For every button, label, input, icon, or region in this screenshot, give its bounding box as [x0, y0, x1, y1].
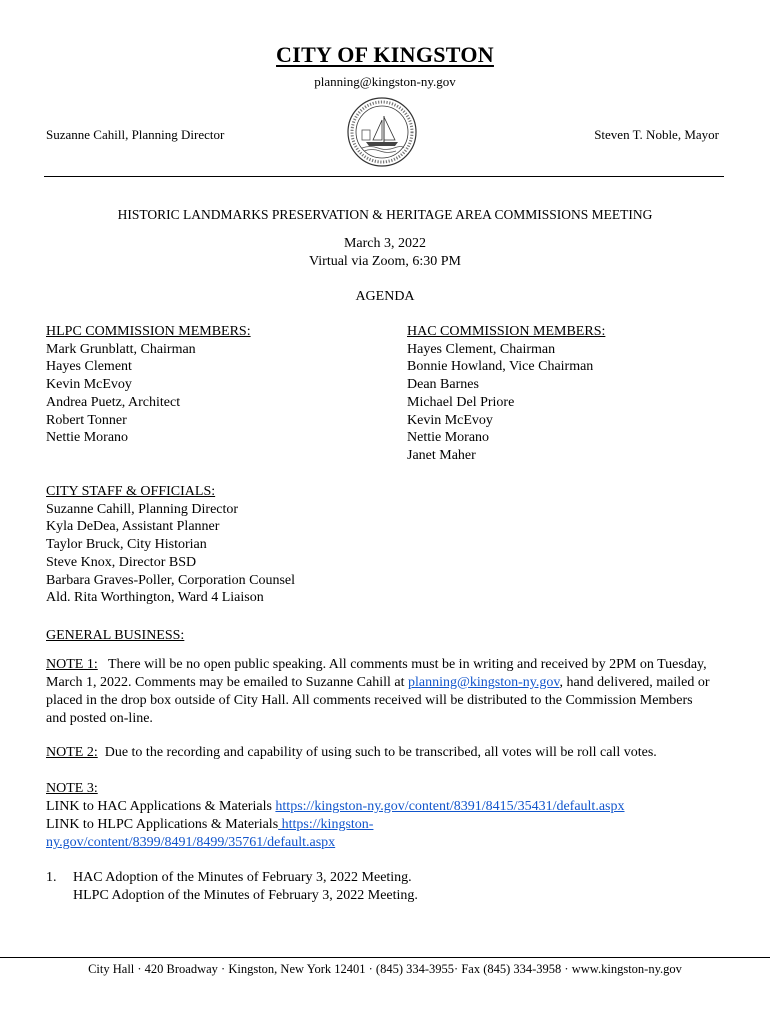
city-seal-icon	[346, 96, 418, 168]
hac-heading: HAC COMMISSION MEMBERS:	[407, 324, 606, 339]
member-name: Hayes Clement, Chairman	[407, 341, 556, 357]
header-divider	[44, 176, 724, 177]
note-2-text: Due to the recording and capability of using such to be transcribed, all votes will be roll call votes.	[104, 745, 657, 760]
agenda-heading: AGENDA	[355, 289, 415, 304]
item-line: HLPC Adoption of the Minutes of February 3, 2022 Meeting.	[73, 888, 418, 903]
item-number: 1.	[46, 870, 57, 885]
member-name: Nettie Morano	[407, 430, 490, 446]
note-3	[46, 780, 716, 852]
member-name: Nettie Morano	[46, 430, 129, 446]
member-name: Michael Del Priore	[407, 394, 515, 410]
staff-heading: CITY STAFF & OFFICIALS:	[46, 484, 216, 499]
note-1-label: NOTE 1:	[46, 657, 98, 672]
staff-name: Ald. Rita Worthington, Ward 4 Liaison	[46, 590, 264, 606]
member-name: Dean Barnes	[407, 377, 479, 393]
note-1-text-end: , hand delivered, mailed or placed in the drop box outside of City Hall. All comments received will be distributed to the Commission Members and posted on-line.	[46, 675, 710, 726]
planning-director: Suzanne Cahill, Planning Director	[46, 127, 225, 142]
member-name: Robert Tonner	[46, 412, 127, 428]
member-name: Andrea Puetz, Architect	[46, 394, 181, 410]
footer-address: City Hall · 420 Broadway · Kingston, New York 12401 · (845) 334-3955· Fax (845) 334-3958 · www.kingston-ny.gov	[88, 962, 682, 976]
staff-name: Taylor Bruck, City Historian	[46, 537, 207, 553]
hac-members	[407, 323, 605, 465]
mayor: Steven T. Noble, Mayor	[594, 127, 719, 142]
hlpc-members	[46, 323, 251, 447]
note-3-label: NOTE 3:	[46, 781, 98, 796]
city-title: CITY OF KINGSTON	[276, 42, 494, 67]
note-1	[46, 656, 716, 728]
hlpc-materials-link-cont[interactable]: ny.gov/content/8399/8491/8499/35761/default.aspx	[46, 835, 336, 850]
note-2-label: NOTE 2:	[46, 745, 98, 760]
note-1-text: There will be no open public speaking. All comments must be in writing and received by 2PM on Tuesday, March 1, 2022. Comments may be emailed to Suzanne Cahill at	[46, 657, 707, 690]
meeting-date: March 3, 2022	[343, 236, 427, 251]
hlpc-link-label: LINK to HLPC Applications & Materials	[46, 817, 279, 832]
hac-link-label: LINK to HAC Applications & Materials	[46, 799, 276, 814]
staff-name: Barbara Graves-Poller, Corporation Counsel	[46, 572, 296, 588]
hac-materials-link[interactable]: https://kingston-ny.gov/content/8391/8415/35431/default.aspx	[275, 799, 625, 814]
email-link[interactable]: planning@kingston-ny.gov	[407, 675, 560, 690]
staff-name: Suzanne Cahill, Planning Director	[46, 501, 239, 517]
meeting-title: HISTORIC LANDMARKS PRESERVATION & HERITAGE AREA COMMISSIONS MEETING	[117, 207, 653, 222]
member-name: Janet Maher	[407, 447, 476, 463]
member-name: Mark Grunblatt, Chairman	[46, 341, 196, 357]
hlpc-heading: HLPC COMMISSION MEMBERS:	[46, 324, 251, 339]
general-business-heading: GENERAL BUSINESS:	[46, 628, 185, 643]
staff-name: Steve Knox, Director BSD	[46, 554, 197, 570]
city-staff	[46, 483, 295, 607]
meeting-venue: Virtual via Zoom, 6:30 PM	[309, 254, 461, 269]
member-name: Kevin McEvoy	[46, 377, 132, 393]
item-text	[73, 869, 418, 905]
hlpc-materials-link[interactable]: https://kingston-	[278, 817, 374, 832]
staff-name: Kyla DeDea, Assistant Planner	[46, 519, 220, 535]
footer-divider	[0, 957, 770, 958]
member-name: Kevin McEvoy	[407, 412, 493, 428]
member-name: Hayes Clement	[46, 359, 132, 375]
item-line: HAC Adoption of the Minutes of February 3, 2022 Meeting.	[73, 870, 412, 885]
header-email: planning@kingston-ny.gov	[314, 74, 456, 89]
member-name: Bonnie Howland, Vice Chairman	[407, 359, 594, 375]
note-2	[46, 744, 716, 762]
